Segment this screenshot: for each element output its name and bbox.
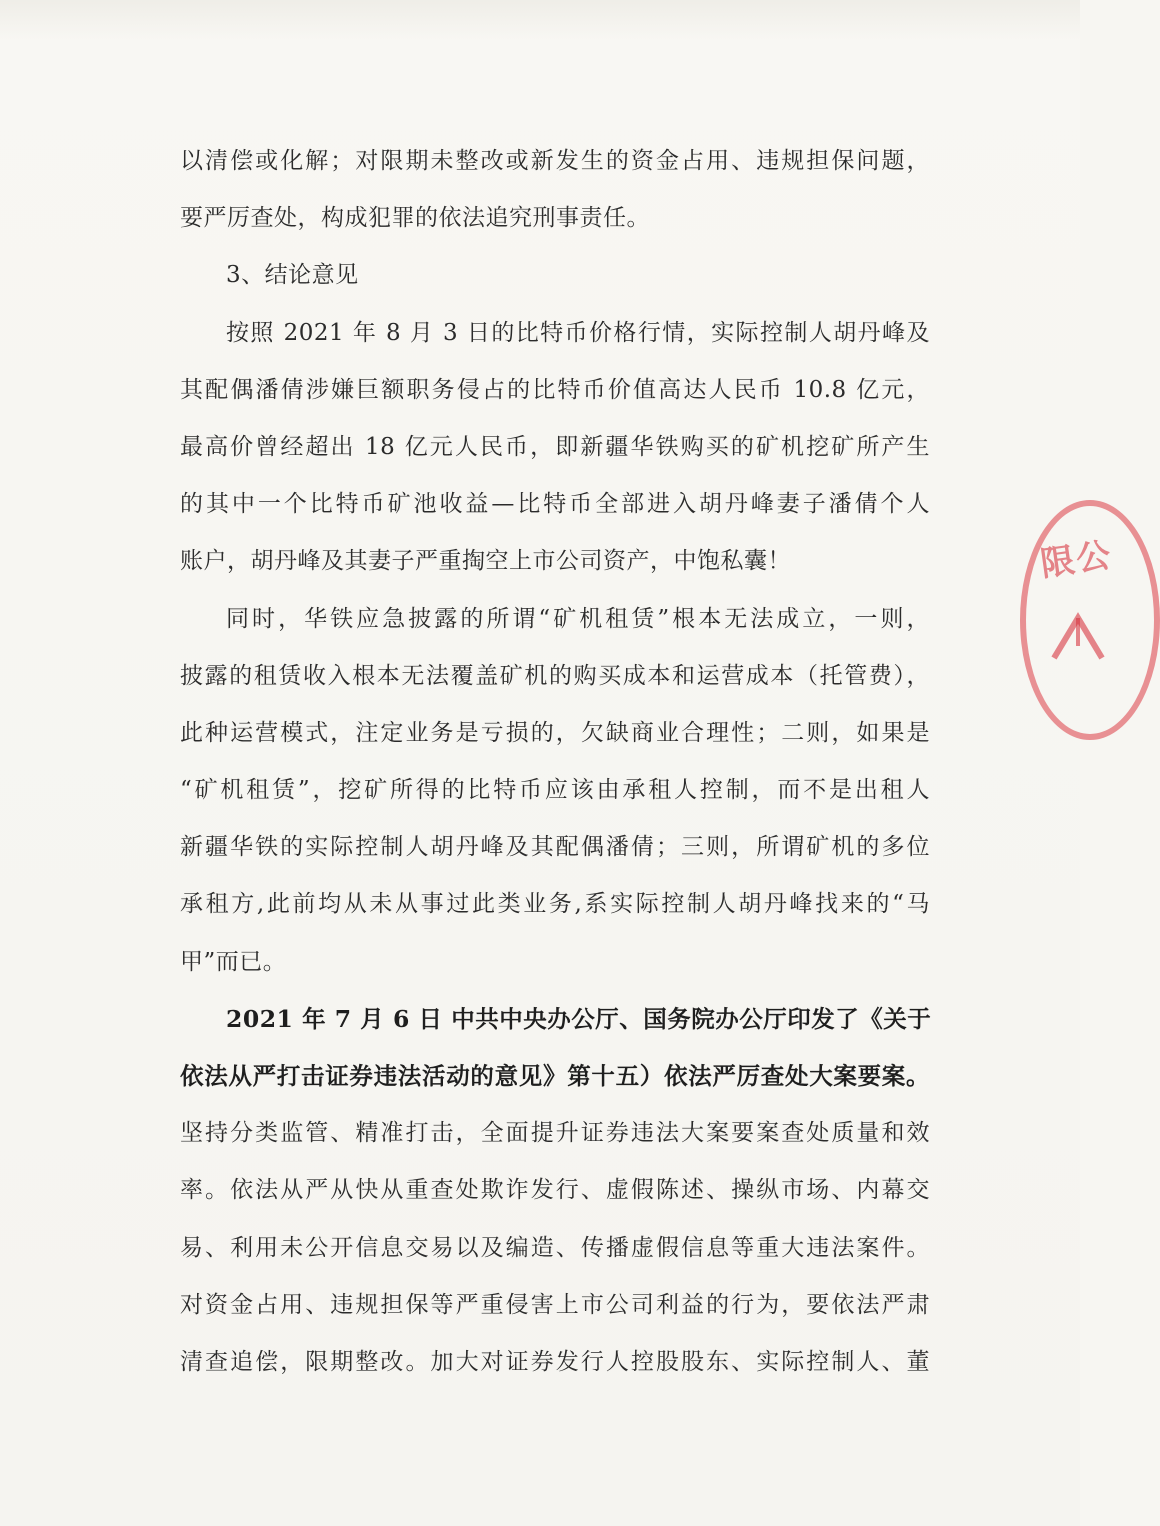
company-seal-stamp [1020,500,1160,740]
bold-body-line: 依法从严打击证券违法活动的意见》第十五）依法严厉查处大案要案。 [180,1062,930,1090]
body-line: 易、利用未公开信息交易以及编造、传播虚假信息等重大违法案件。 [180,1234,930,1261]
body-line: 坚持分类监管、精准打击，全面提升证券违法大案要案查处质量和效 [180,1120,930,1147]
body-line: 此种运营模式，注定业务是亏损的，欠缺商业合理性；二则，如果是 [180,719,930,746]
body-line: 同时，华铁应急披露的所谓“矿机租赁”根本无法成立，一则， [226,605,930,632]
body-line: 承租方,此前均从未从事过此类业务,系实际控制人胡丹峰找来的“马 [180,891,930,918]
body-line: 甲”而已。 [180,948,287,975]
section-heading: 3、结论意见 [226,262,359,289]
bold-body-line: 2021 年 7 月 6 日 中共中央办公厅、国务院办公厅印发了《关于 [226,1004,932,1033]
body-line: 其配偶潘倩涉嫌巨额职务侵占的比特币价值高达人民币 10.8 亿元， [180,376,930,403]
body-line: 按照 2021 年 8 月 3 日的比特币价格行情，实际控制人胡丹峰及 [226,319,930,346]
body-line: 披露的租赁收入根本无法覆盖矿机的购买成本和运营成本（托管费）， [180,662,930,689]
body-line: 最高价曾经超出 18 亿元人民币，即新疆华铁购买的矿机挖矿所产生 [180,433,930,460]
body-line: 的其中一个比特币矿池收益—比特币全部进入胡丹峰妻子潘倩个人 [180,491,930,518]
body-line: 账户，胡丹峰及其妻子严重掏空上市公司资产，中饱私囊！ [180,548,791,575]
body-line: 要严厉查处，构成犯罪的依法追究刑事责任。 [180,205,650,232]
body-line: 对资金占用、违规担保等严重侵害上市公司利益的行为，要依法严肃 [180,1291,930,1318]
document-body [180,133,930,1391]
stamp-text: 限公 [1038,535,1115,585]
body-line: “矿机租赁”，挖矿所得的比特币应该由承租人控制，而不是出租人 [180,777,930,804]
body-line: 新疆华铁的实际控制人胡丹峰及其配偶潘倩；三则，所谓矿机的多位 [180,834,930,861]
page-fold-shadow [0,0,1080,40]
body-line: 率。依法从严从快从重查处欺诈发行、虚假陈述、操纵市场、内幕交 [180,1177,930,1204]
body-line: 以清偿或化解；对限期未整改或新发生的资金占用、违规担保问题， [180,148,930,174]
stamp-star-icon [1048,606,1108,666]
body-line: 清查追偿，限期整改。加大对证券发行人控股股东、实际控制人、董 [180,1348,930,1375]
